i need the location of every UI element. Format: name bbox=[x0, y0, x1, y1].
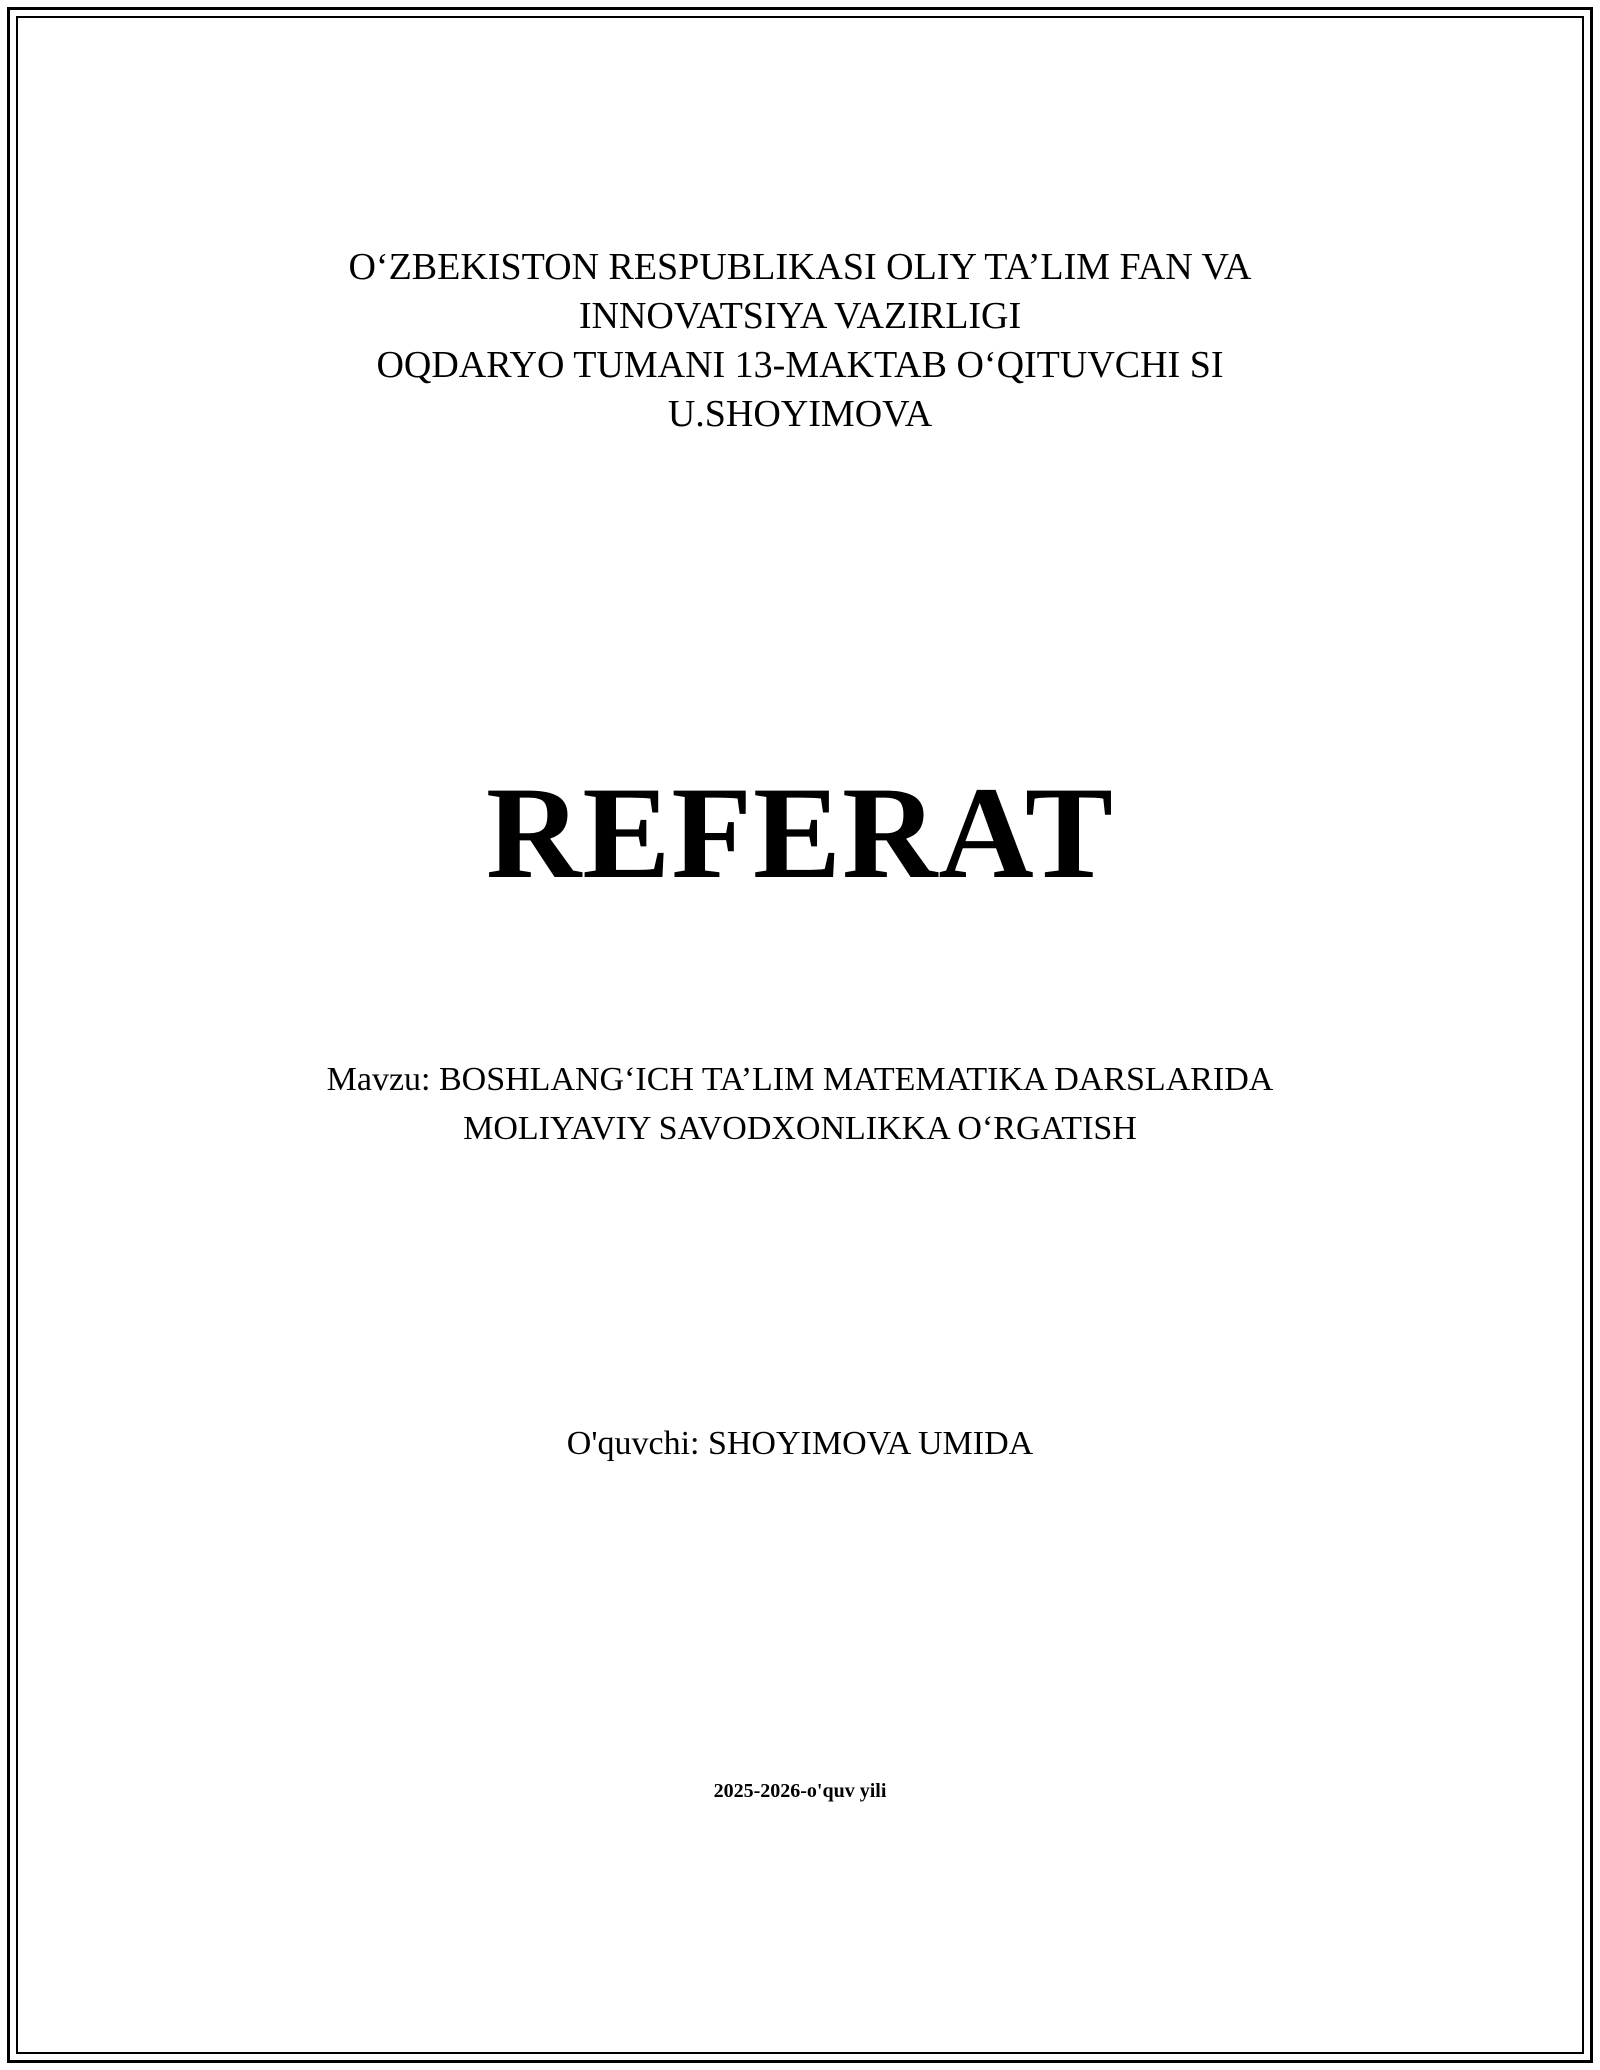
header-line-1: O‘ZBEKISTON RESPUBLIKASI OLIY TA’LIM FAN VA bbox=[348, 246, 1252, 288]
topic-line-2: MOLIYAVIY SAVODXONLIKKA O‘RGATISH bbox=[463, 1110, 1137, 1147]
academic-year: 2025-2026-o'quv yili bbox=[713, 1780, 887, 1802]
topic-section bbox=[0, 1055, 1600, 1153]
header-line-2: INNOVATSIYA VAZIRLIGI bbox=[578, 295, 1022, 337]
student-name: O'quvchi: SHOYIMOVA UMIDA bbox=[566, 1425, 1034, 1462]
header-line-4: U.SHOYIMOVA bbox=[667, 393, 933, 435]
document-title: REFERAT bbox=[486, 759, 1114, 906]
institution-header bbox=[0, 243, 1600, 439]
header-line-3: OQDARYO TUMANI 13-MAKTAB O‘QITUVCHI SI bbox=[376, 344, 1224, 386]
topic-line-1: Mavzu: BOSHLANG‘ICH TA’LIM MATEMATIKA DARSLARIDA bbox=[326, 1061, 1274, 1098]
